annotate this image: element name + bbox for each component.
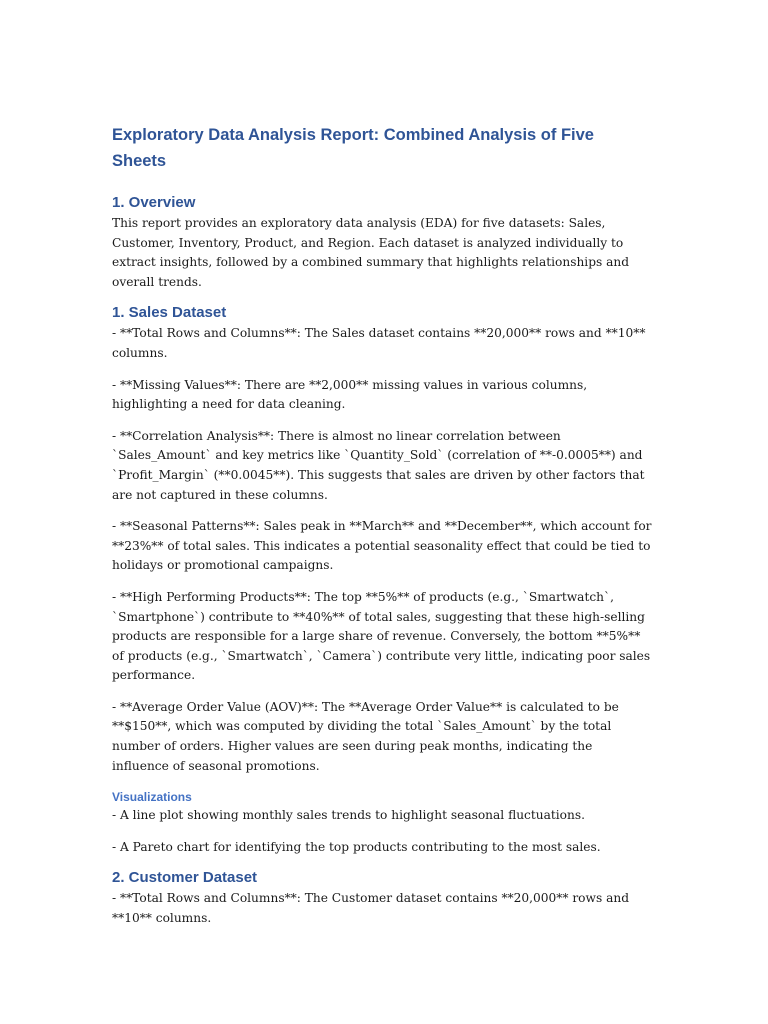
document-page (112, 122, 652, 929)
customer-heading: 2. Customer Dataset (112, 869, 258, 887)
sales-item-high-performing: - **High Performing Products**: The top **5%** of products (e.g., `Smartwatch`, `Smartphone`) contribute to **40%** of total sales, suggesting that these high-selling products are responsible for a large share of revenue. Conversely, the bottom **5%** of products (e.g., `Smartwatch`, `Camera`) contribute very little, indicating poor sales performance. (112, 589, 651, 683)
sales-item-missing-values: - **Missing Values**: There are **2,000** missing values in various columns, highlighting a need for data cleaning. (112, 377, 588, 412)
sales-item-correlation: - **Correlation Analysis**: There is almost no linear correlation between `Sales_Amount` and key metrics like `Quantity_Sold` (correlation of **-0.0005**) and `Profit_Margin` (**0.0045**). This suggests that sales are driven by other factors that are not captured in these columns. (112, 428, 645, 502)
sales-item-aov: - **Average Order Value (AOV)**: The **Average Order Value** is calculated to be **$150**, which was computed by dividing the total `Sales_Amount` by the total number of orders. Higher values are seen during peak months, indicating the influence of seasonal promotions. (112, 699, 619, 773)
visualization-item-line-plot: - A line plot showing monthly sales trends to highlight seasonal fluctuations. (112, 808, 585, 823)
visualization-item-pareto: - A Pareto chart for identifying the top products contributing to the most sales. (112, 839, 601, 854)
document-title: Exploratory Data Analysis Report: Combined Analysis of Five Sheets (112, 126, 594, 170)
overview-paragraph: This report provides an exploratory data analysis (EDA) for five datasets: Sales, Customer, Inventory, Product, and Region. Each dataset is analyzed individually to extract insights, followed by a combined summary that highlights relationships and overall trends. (112, 216, 630, 289)
customer-item-rows-columns: - **Total Rows and Columns**: The Customer dataset contains **20,000** rows and **10** columns. (112, 891, 629, 926)
sales-item-seasonal: - **Seasonal Patterns**: Sales peak in **March** and **December**, which account for **23%** of total sales. This indicates a potential seasonality effect that could be tied to holidays or promotional campaigns. (112, 519, 652, 573)
visualizations-heading: Visualizations (112, 790, 192, 805)
sales-heading: 1. Sales Dataset (112, 304, 227, 322)
overview-heading: 1. Overview (112, 194, 196, 211)
sales-item-rows-columns: - **Total Rows and Columns**: The Sales dataset contains **20,000** rows and **10** columns. (112, 326, 646, 360)
